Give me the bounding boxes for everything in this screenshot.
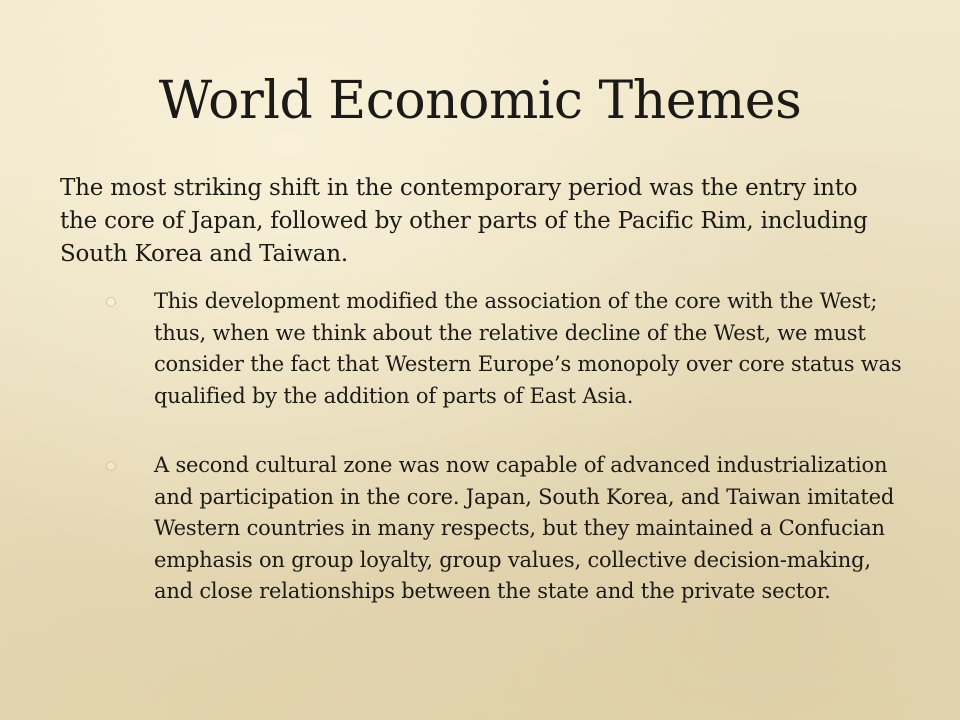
slide-title: World Economic Themes [158, 71, 802, 131]
intro-paragraph: The most striking shift in the contemporary period was the entry into the core of Japan, followed by other parts of the Pacific Rim, including South Korea and Taiwan. [60, 175, 868, 267]
bullet-text: A second cultural zone was now capable of advanced industrialization and participation in the core. Japan, South Korea, and Taiwan imitated Western countries in many respects, but they maintained a Confucian emphasis on group loyalty, group values, collective decision-making, and close relationships between the state and the private sector. [154, 453, 895, 603]
bullet-text: This development modified the association of the core with the West; thus, when we think about the relative decline of the West, we must consider the fact that Western Europe’s monopoly over core status was qualified by the addition of parts of East Asia. [154, 289, 902, 408]
hollow-circle-bullet-icon [106, 461, 116, 471]
hollow-circle-bullet-icon [106, 297, 116, 307]
